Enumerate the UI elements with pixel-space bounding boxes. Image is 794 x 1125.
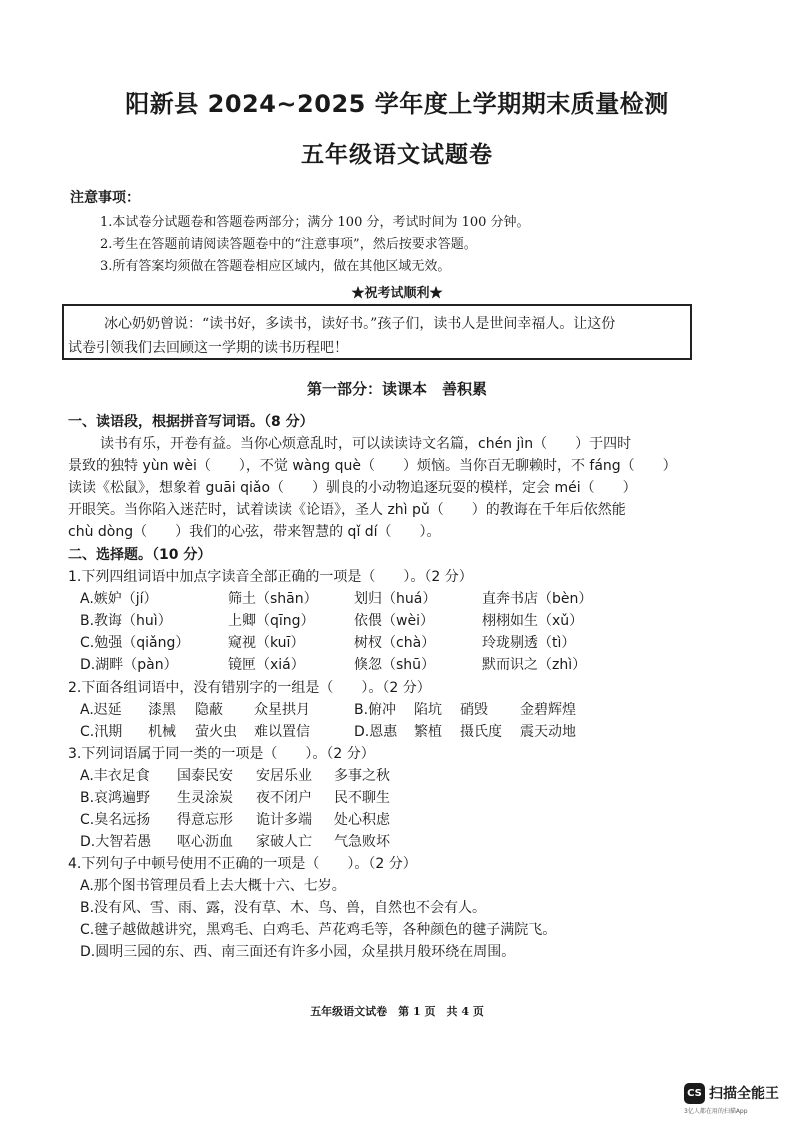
question-3-stem: 3.下列词语属于同一类的一项是（ ）。（2 分） xyxy=(68,746,375,762)
q1-option-d-word-1: D.湖畔（pàn） xyxy=(80,657,178,673)
q1-option-a-word-1: A.嫉妒（jí） xyxy=(80,591,158,607)
camscanner-subtitle: 3亿人都在用的扫描App xyxy=(684,1108,748,1115)
q3-c-word-1: C.臭名远扬 xyxy=(80,812,151,828)
section-1-line-5: chù dòng（ ）我们的心弦，带来智慧的 qǐ dí（ ）。 xyxy=(68,524,441,540)
question-2-stem: 2.下面各组词语中，没有错别字的一组是（ ）。（2 分） xyxy=(68,680,431,696)
exam-subtitle: 五年级语文试题卷 xyxy=(301,142,493,168)
q1-option-d-word-3: 倏忽（shū） xyxy=(354,657,436,673)
good-luck-banner: ★祝考试顺利★ xyxy=(351,286,443,301)
q2-d-word-4: 震天动地 xyxy=(520,724,576,740)
q1-option-c-word-1: C.勉强（qiǎng） xyxy=(80,635,190,651)
notice-heading: 注意事项： xyxy=(70,190,140,206)
q2-c-word-1: C.汛期 xyxy=(80,724,123,740)
q2-a-word-3: 隐蔽 xyxy=(195,702,223,718)
q2-b-word-2: 陷坑 xyxy=(414,702,442,718)
notice-item-1: 1.本试卷分试题卷和答题卷两部分；满分 100 分，考试时间为 100 分钟。 xyxy=(100,215,530,230)
q1-option-c-word-2: 窥视（kuī） xyxy=(228,635,305,651)
q2-d-word-1: D.恩惠 xyxy=(354,724,398,740)
question-1-stem: 1.下列四组词语中加点字读音全部正确的一项是（ ）。（2 分） xyxy=(68,569,473,585)
q3-c-word-3: 诡计多端 xyxy=(256,812,312,828)
q2-d-word-2: 繁植 xyxy=(414,724,442,740)
q1-option-b-word-1: B.教诲（huì） xyxy=(80,613,172,629)
q1-option-a-word-4: 直奔书店（bèn） xyxy=(482,591,593,607)
q2-a-word-4: 众星拱月 xyxy=(254,702,310,718)
q1-option-b-word-4: 栩栩如生（xǔ） xyxy=(482,613,584,629)
q3-b-word-3: 夜不闭户 xyxy=(256,790,312,806)
q3-a-word-2: 国泰民安 xyxy=(177,768,233,784)
notice-item-2: 2.考生在答题前请阅读答题卷中的“注意事项”，然后按要求答题。 xyxy=(100,237,477,252)
q1-option-a-word-3: 划归（huá） xyxy=(354,591,437,607)
q2-a-word-1: A.迟延 xyxy=(80,702,122,718)
section-1-line-1: 读书有乐，开卷有益。当你心烦意乱时，可以读读诗文名篇，chén jìn（ ）于四时 xyxy=(100,436,632,452)
intro-quote-line-2: 试卷引领我们去回顾这一学期的读书历程吧！ xyxy=(68,340,348,356)
q3-a-word-4: 多事之秋 xyxy=(334,768,390,784)
q4-option-b: B.没有风、雪、雨、露，没有草、木、鸟、兽，自然也不会有人。 xyxy=(80,900,487,916)
q3-a-word-1: A.丰衣足食 xyxy=(80,768,150,784)
q3-b-word-4: 民不聊生 xyxy=(334,790,390,806)
q2-b-word-4: 金碧辉煌 xyxy=(520,702,576,718)
q2-b-word-1: B.俯冲 xyxy=(354,702,397,718)
q1-option-d-word-2: 镜匣（xiá） xyxy=(228,657,305,673)
q1-option-c-word-3: 树杈（chà） xyxy=(354,635,436,651)
notice-item-3: 3.所有答案均须做在答题卷相应区域内，做在其他区域无效。 xyxy=(100,259,451,274)
q2-a-word-2: 漆黑 xyxy=(148,702,176,718)
section-1-line-2: 景致的独特 yùn wèi（ ），不觉 wàng què（ ）烦恼。当你百无聊赖时，不 fáng（ ） xyxy=(68,458,677,474)
section-1-line-4: 开眼笑。当你陷入迷茫时，试着读读《论语》，圣人 zhì pǔ（ ）的教诲在千年后依然能 xyxy=(68,502,626,518)
part-1-title: 第一部分：读课本 善积累 xyxy=(306,380,487,398)
q2-b-word-3: 硝毁 xyxy=(460,702,488,718)
q4-option-d: D.圆明三园的东、西、南三面还有许多小园，众星拱月般环绕在周围。 xyxy=(80,944,516,960)
intro-quote-line-1: 冰心奶奶曾说：“读书好，多读书，读好书。”孩子们，读书人是世间幸福人。让这份 xyxy=(104,316,616,332)
q2-c-word-4: 难以置信 xyxy=(254,724,310,740)
q3-d-word-1: D.大智若愚 xyxy=(80,834,152,850)
q3-b-word-1: B.哀鸿遍野 xyxy=(80,790,151,806)
camscanner-name: 扫描全能王 xyxy=(709,1086,779,1102)
q3-d-word-3: 家破人亡 xyxy=(256,834,312,850)
q3-c-word-4: 处心积虑 xyxy=(334,812,390,828)
camscanner-logo-icon: CS xyxy=(684,1083,705,1104)
q2-c-word-2: 机械 xyxy=(148,724,176,740)
question-4-stem: 4.下列句子中顿号使用不正确的一项是（ ）。（2 分） xyxy=(68,856,417,872)
q3-c-word-2: 得意忘形 xyxy=(177,812,233,828)
q1-option-d-word-4: 默而识之（zhì） xyxy=(482,657,587,673)
q4-option-c: C.毽子越做越讲究，黑鸡毛、白鸡毛、芦花鸡毛等，各种颜色的毽子满院飞。 xyxy=(80,922,557,938)
exam-title: 阳新县 2024~2025 学年度上学期期末质量检测 xyxy=(125,90,669,118)
q2-c-word-3: 萤火虫 xyxy=(195,724,237,740)
page-footer: 五年级语文试卷 第 1 页 共 4 页 xyxy=(310,1005,484,1018)
q3-a-word-3: 安居乐业 xyxy=(256,768,312,784)
section-1-heading: 一、读语段，根据拼音写词语。（8 分） xyxy=(68,414,314,430)
q1-option-c-word-4: 玲珑剔透（tì） xyxy=(482,635,576,651)
q3-b-word-2: 生灵涂炭 xyxy=(177,790,233,806)
q2-d-word-3: 摄氏度 xyxy=(460,724,502,740)
section-2-heading: 二、选择题。（10 分） xyxy=(68,547,212,563)
q1-option-a-word-2: 筛土（shān） xyxy=(228,591,318,607)
q3-d-word-2: 呕心沥血 xyxy=(177,834,233,850)
q1-option-b-word-3: 依偎（wèi） xyxy=(354,613,434,629)
q1-option-b-word-2: 上卿（qīng） xyxy=(228,613,315,629)
q4-option-a: A.那个图书管理员看上去大概十六、七岁。 xyxy=(80,878,346,894)
q3-d-word-4: 气急败坏 xyxy=(334,834,390,850)
section-1-line-3: 读读《松鼠》，想象着 guāi qiǎo（ ）驯良的小动物追逐玩耍的模样，定会 méi（ ） xyxy=(68,480,637,496)
